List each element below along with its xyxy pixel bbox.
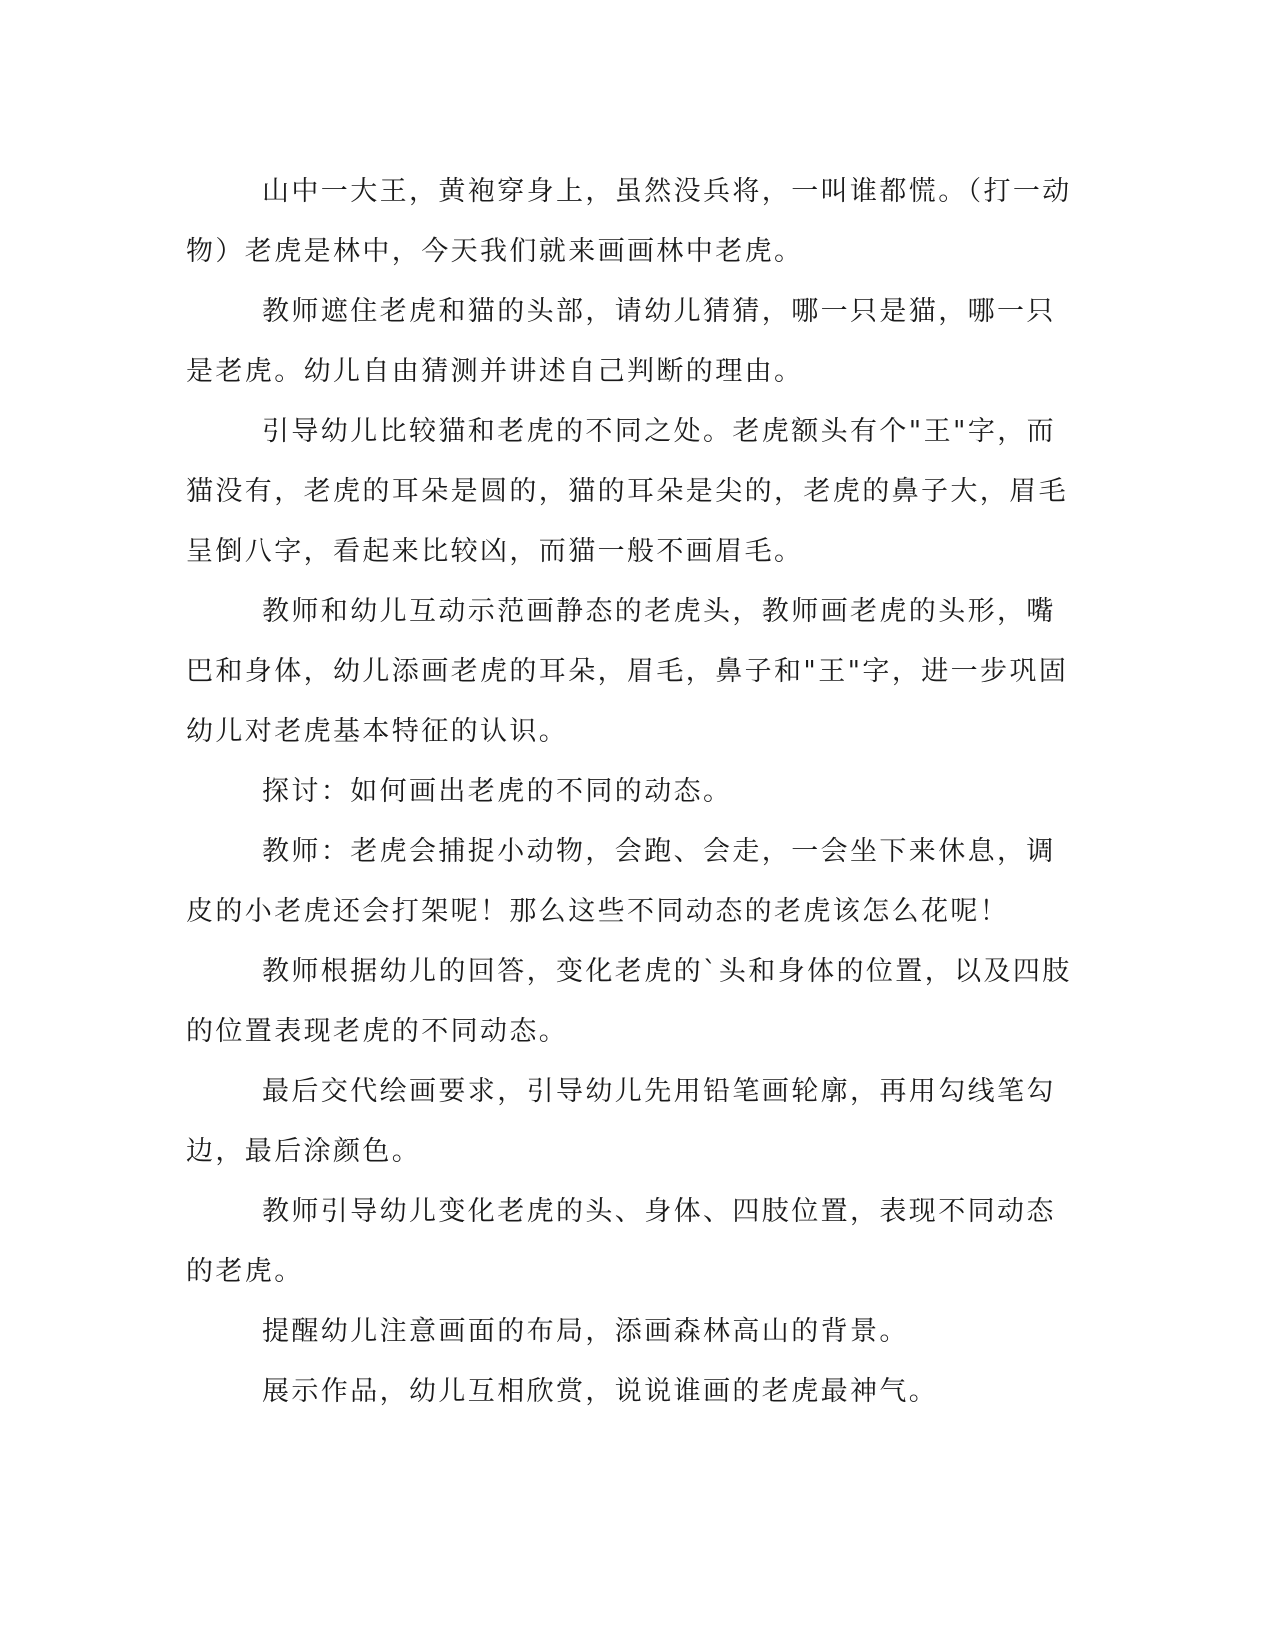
document-body — [186, 162, 1078, 1422]
paragraph-cover-heads: 教师遮住老虎和猫的头部，请幼儿猜猜，哪一只是猫，哪一只是老虎。幼儿自由猜测并讲述自己判断的理由。 — [186, 296, 1056, 387]
paragraph-show-works: 展示作品，幼儿互相欣赏，说说谁画的老虎最神气。 — [262, 1376, 939, 1407]
paragraph-teacher-question: 教师：老虎会捕捉小动物，会跑、会走，一会坐下来休息，调皮的小老虎还会打架呢！那么这些不同动态的老虎该怎么花呢！ — [186, 836, 1056, 927]
paragraph-compare: 引导幼儿比较猫和老虎的不同之处。老虎额头有个"王"字，而猫没有，老虎的耳朵是圆的，猫的耳朵是尖的，老虎的鼻子大，眉毛呈倒八字，看起来比较凶，而猫一般不画眉毛。 — [186, 416, 1068, 567]
paragraph-layout-reminder: 提醒幼儿注意画面的布局，添画森林高山的背景。 — [262, 1316, 909, 1347]
paragraph-requirements: 最后交代绘画要求，引导幼儿先用铅笔画轮廓，再用勾线笔勾边，最后涂颜色。 — [186, 1076, 1056, 1167]
paragraph-riddle: 山中一大王，黄袍穿身上，虽然没兵将，一叫谁都慌。（打一动物）老虎是林中，今天我们就来画画林中老虎。 — [186, 176, 1072, 267]
paragraph-discuss: 探讨：如何画出老虎的不同的动态。 — [262, 776, 733, 807]
paragraph-change-pose: 教师根据幼儿的回答，变化老虎的`头和身体的位置，以及四肢的位置表现老虎的不同动态。 — [186, 956, 1072, 1047]
paragraph-demo-drawing: 教师和幼儿互动示范画静态的老虎头，教师画老虎的头形，嘴巴和身体，幼儿添画老虎的耳朵，眉毛，鼻子和"王"字，进一步巩固幼儿对老虎基本特征的认识。 — [186, 596, 1069, 747]
paragraph-guide-dynamics: 教师引导幼儿变化老虎的头、身体、四肢位置，表现不同动态的老虎。 — [186, 1196, 1056, 1287]
